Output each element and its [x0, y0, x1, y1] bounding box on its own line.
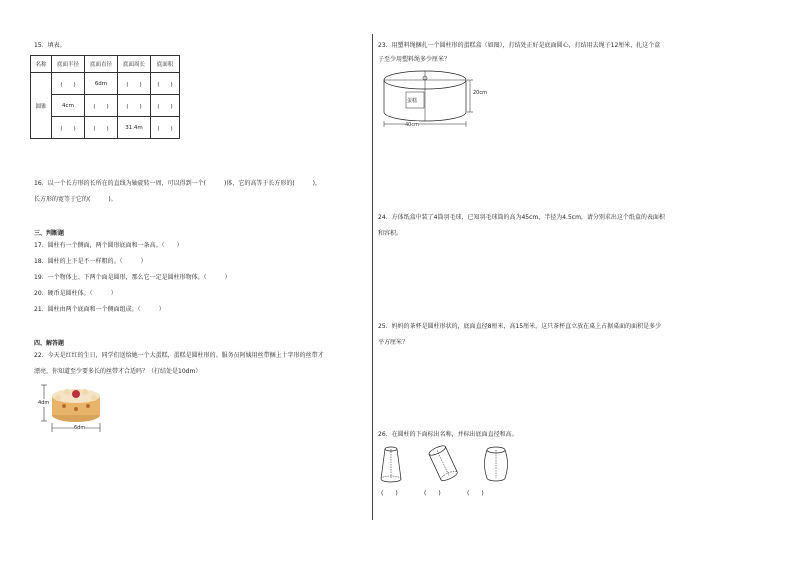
q16-line1: 16．以一个长方形的长所在的直线为轴旋转一周，可以得到一个( )体，它的高等于长方形的( )， — [34, 180, 322, 187]
q26-blank-2[interactable]: ( ) — [424, 490, 441, 497]
table-cell: ( ) — [118, 73, 151, 95]
cake-width-label: 6dm — [74, 425, 86, 431]
cake-height-label: 4dm — [38, 400, 50, 406]
cake-decoration — [86, 404, 90, 408]
q25-line2: 平方厘米？ — [378, 339, 409, 346]
cake-decoration — [74, 407, 78, 411]
table-header-row — [31, 56, 180, 73]
box-cake-label: 蛋糕 — [407, 98, 418, 104]
solid2-right — [445, 447, 457, 472]
table-cell: ( ) — [151, 95, 180, 117]
box-width-label: 40cm — [405, 122, 419, 128]
table-cell: ( ) — [151, 117, 180, 139]
solid3-bottom — [487, 478, 505, 481]
solid2 — [428, 444, 459, 482]
header-cell: 底面直径 — [85, 56, 118, 73]
table-cell: 4cm — [52, 95, 85, 117]
solid1-right — [397, 449, 401, 479]
solid2-hidden — [440, 469, 458, 479]
header-cell: 底面半径 — [52, 56, 85, 73]
header-cell: 底面积 — [151, 56, 180, 73]
table-row — [31, 95, 180, 117]
q21: 21．圆柱由两个底面和一个侧面组成。（ ） — [34, 306, 165, 313]
row-label: 圆锥 — [31, 73, 52, 139]
solid2-bottom — [441, 472, 459, 482]
q17: 17．圆柱有一个侧面，两个圆形底面和一条高。（ ） — [34, 242, 183, 249]
q25-line1: 25．妈妈的茶杯是圆柱形状的，底面直径8厘米，高15厘米，这只茶杯直立放在桌上占据桌面的面积是多少 — [378, 323, 662, 330]
solid1-left — [381, 449, 385, 479]
cream-swirl — [64, 389, 70, 395]
table-cell: 31.4m — [118, 117, 151, 139]
cherry — [72, 390, 80, 398]
cake-decoration — [62, 404, 66, 408]
table-cell: ( ) — [85, 95, 118, 117]
q26-blank-3[interactable]: ( ) — [467, 490, 484, 497]
section4-title: 四、解答题 — [34, 340, 65, 347]
header-cell: 底面周长 — [118, 56, 151, 73]
q15-table — [30, 55, 180, 139]
table-cell: ( ) — [52, 73, 85, 95]
q26-blank-1[interactable]: ( ) — [381, 490, 398, 497]
table-cell: ( ) — [151, 73, 180, 95]
table-row — [31, 73, 180, 95]
solid1-bottom — [381, 479, 401, 482]
q22-line2: 漂亮，你知道至少要多长的丝带才合适吗？（打结处是10dm） — [34, 368, 202, 375]
section3-title: 三、判断题 — [34, 230, 65, 237]
table-cell: ( ) — [118, 95, 151, 117]
q23-line2: 子至少用塑料绳多少厘米？ — [378, 56, 451, 63]
box-height-label: 20cm — [473, 90, 487, 96]
cake-box-figure — [380, 68, 480, 130]
cream-swirl — [82, 389, 88, 395]
table-cell: 6dm — [85, 73, 118, 95]
table-row — [31, 117, 180, 139]
table-cell: ( ) — [52, 117, 85, 139]
solid2-left — [429, 454, 441, 479]
cream-swirl — [91, 395, 97, 401]
q20: 20．硬币是圆柱体。（ ） — [34, 290, 117, 297]
q24-line1: 24．方体纸盒中装了4筒羽毛球，已知羽毛球筒的高为45cm，半径为4.5cm，请分别求出这个纸盒的表面积 — [378, 214, 665, 221]
solid2-axis — [437, 450, 449, 475]
q23-line1: 23．用塑料绳捆扎一个圆柱形的蛋糕盒（如图），打结处正好是底面圆心，打结用去绳子12厘米，扎这个盒 — [378, 42, 661, 49]
q26-text: 26．在圆柱的下面标出名称，并标出底面直径和高。 — [378, 431, 518, 438]
header-cell: 名称 — [31, 56, 52, 73]
solid3-right — [505, 450, 508, 478]
table-cell: ( ) — [85, 117, 118, 139]
solid3-left — [485, 450, 488, 478]
q22-line1: 22．今天是红红的生日，同学们送给她一个大蛋糕，蛋糕是圆柱形的。服务员阿姨用丝带捆上十字形的丝带才 — [34, 352, 324, 359]
q15-title: 15．填表。 — [34, 42, 66, 49]
q16-line2: 长方形的宽等于它的( )。 — [34, 196, 117, 203]
q24-line2: 和容积。 — [378, 230, 403, 237]
q26-solids — [378, 443, 518, 489]
q19: 19．一个物体上、下两个面是圆形，那么它一定是圆柱形物体。（ ） — [34, 274, 231, 281]
column-divider — [372, 34, 373, 520]
cream-swirl — [55, 395, 61, 401]
q18: 18．圆柱的上下是不一样粗的。（ ） — [34, 258, 147, 265]
